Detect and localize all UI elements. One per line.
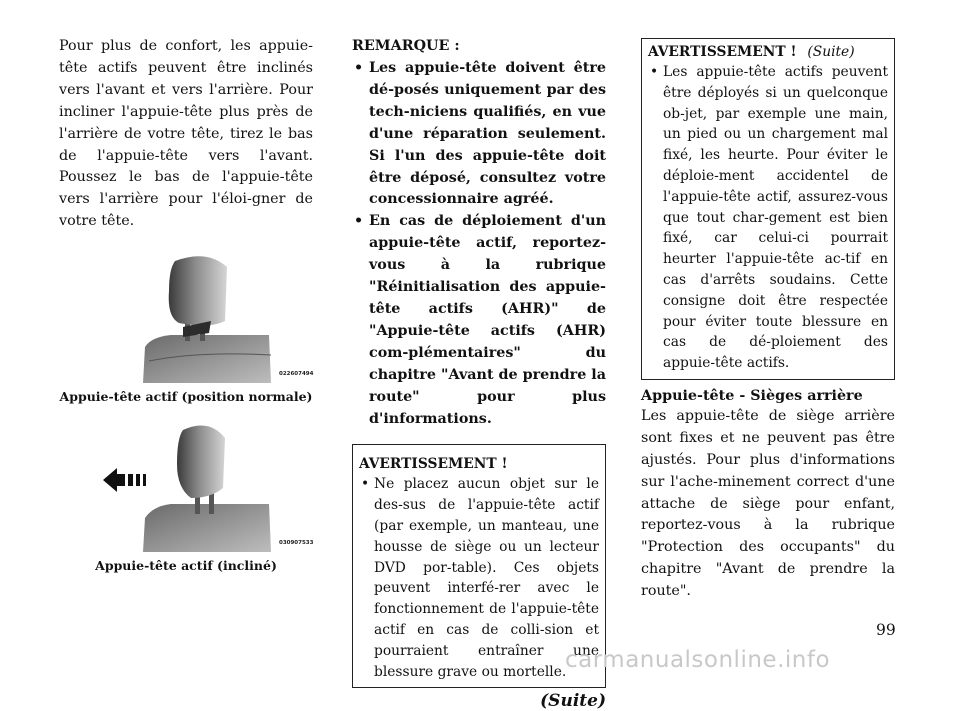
intro-paragraph: Pour plus de confort, les appuie-tête actifs peuvent être inclinés vers l'avant et vers l'arrière. Pour incliner l'appuie-tête plus près de l'arrière de votre tête, tirez le bas de l'appuie-tête vers l'avant. Poussez le bas de l'appuie-tête vers l'arrière pour l'éloi-gner de votre tête. <box>59 38 313 230</box>
watermark: carmanualsonline.info <box>565 647 831 673</box>
headrest-normal-image <box>59 251 313 383</box>
warning-title-text: AVERTISSEMENT ! <box>648 44 797 60</box>
continued-label: (Suite) <box>540 691 606 711</box>
page-number: 99 <box>876 621 896 639</box>
figure-headrest-normal <box>59 251 313 383</box>
figure-code: 030907533 <box>279 540 314 547</box>
figure-caption: Appuie-tête actif (position normale) <box>59 389 313 405</box>
list-item: • Les appuie-tête actifs peuvent être déployés si un quelconque ob-jet, par exemple une main, un pied ou un chargement mal fixé, les heurte. Pour éviter le déploie-ment accidentel de l'appuie-tête actif, assurez-vous que tout char-gement est bien fixé, car celui-ci pourrait heurter l'appuie-tête ac-tif en cas d'arrêts soudains. Cette consigne doit être respectée pour éviter toute blessure en cas de dé-ploiement des appuie-tête actifs. <box>648 62 888 374</box>
figure-headrest-tilted <box>59 418 313 552</box>
figure-code: 022607494 <box>279 371 314 378</box>
list-item: • En cas de déploiement d'un appuie-tête actif, reportez-vous à la rubrique "Réinitialisation des appuie-tête actifs (AHR)" de "Appuie-tête actifs (AHR) com-plémentaires" du chapitre "Avant de prendre la route" pour plus d'informations. <box>352 211 606 430</box>
section-title: Appuie-tête - Sièges arrière <box>641 387 863 404</box>
remarque-title: REMARQUE : <box>352 38 460 54</box>
list-item: • Les appuie-tête doivent être dé-posés uniquement par des tech-niciens qualifiés, en vue d'une réparation seulement. Si l'un des appuie-tête doit être déposé, consultez votre concessionnaire agréé. <box>352 58 606 211</box>
warning-title: AVERTISSEMENT ! <box>359 456 508 473</box>
section-paragraph: Les appuie-tête de siège arrière sont fixes et ne peuvent pas être ajustés. Pour plus d'informations sur l'ache-minement correct d'une attache de siège pour enfant, reportez-vous à la rubrique "Protection des occupants" du chapitre "Avant de prendre la route". <box>641 407 895 600</box>
column-right <box>641 38 895 603</box>
warning-title <box>648 43 888 62</box>
column-left <box>59 36 313 573</box>
arrow-left-icon <box>103 468 146 492</box>
warning-list <box>648 62 888 374</box>
warning-list <box>359 474 599 682</box>
warning-continued-label: (Suite) <box>807 44 855 60</box>
figure-caption: Appuie-tête actif (incliné) <box>95 558 277 574</box>
list-item: • Ne placez aucun objet sur le des-sus de l'appuie-tête actif (par exemple, un manteau, une housse de siège ou un lecteur DVD por-table). Ces objets peuvent interfé-rer avec le fonctionnement de l'appuie-tête actif en cas de colli-sion et pourraient entraîner une blessure grave ou mortelle. <box>359 474 599 682</box>
remarque-list <box>352 58 606 430</box>
warning-box-continued <box>641 38 895 380</box>
headrest-tilted-image <box>59 418 313 552</box>
column-middle <box>352 36 606 711</box>
